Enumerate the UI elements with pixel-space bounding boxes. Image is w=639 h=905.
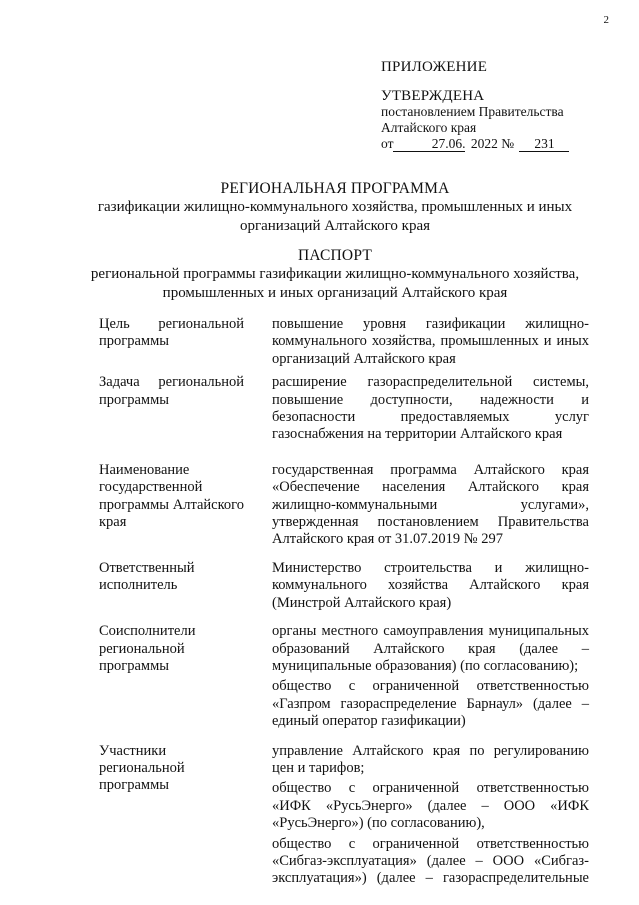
passport-title-heading: ПАСПОРТ <box>297 247 373 264</box>
passport-title <box>70 246 600 303</box>
passport-row-goal <box>99 316 589 368</box>
approval-year: 2022 № <box>470 136 515 151</box>
appendix-label: ПРИЛОЖЕНИЕ <box>381 59 488 75</box>
approval-line-1: постановлением Правительства <box>381 104 564 119</box>
approval-from-label: от <box>381 136 394 151</box>
passport-row-value <box>272 743 589 888</box>
program-title-line-2: организаций Алтайского края <box>239 218 431 234</box>
program-title-heading: РЕГИОНАЛЬНАЯ ПРОГРАММА <box>220 180 450 197</box>
passport-row-responsible <box>99 560 589 612</box>
passport-paragraph: общество с ограниченной ответственностью «Сибгаз-эксплуатация» (далее – ООО «Сибгаз-эксплуатация») (далее – газораспределительные <box>272 835 589 887</box>
page-number: 2 <box>603 14 609 26</box>
passport-title-line-2: промышленных и иных организаций Алтайского края <box>162 285 508 301</box>
passport-paragraph: общество с ограниченной ответственностью «ИФК «РусьЭнерго» (далее – ООО «ИФК «РусьЭнерго») (по согласованию), <box>272 780 589 832</box>
passport-paragraph: общество с ограниченной ответственностью «Газпром газораспределение Барнаул» (далее – единый оператор газификации) <box>272 678 589 730</box>
passport-paragraph: Министерство строительства и жилищно-коммунального хозяйства Алтайского края (Минстрой Алтайского края) <box>272 559 589 611</box>
passport-row-value <box>272 623 589 730</box>
program-title-line-1: газификации жилищно-коммунального хозяйства, промышленных и иных <box>97 199 573 215</box>
approval-block <box>381 88 626 152</box>
passport-row-participants <box>99 743 589 888</box>
passport-row-label: Соисполнители региональной программы <box>99 623 196 674</box>
approval-heading: УТВЕРЖДЕНА <box>381 88 485 104</box>
passport-row-state-program <box>99 462 589 549</box>
program-title <box>70 179 600 236</box>
passport-table <box>99 316 589 888</box>
passport-row-value <box>272 316 589 368</box>
passport-paragraph: повышение уровня газификации жилищно-коммунального хозяйства, промышленных и иных организаций Алтайского края <box>272 316 589 367</box>
approval-number: 231 <box>519 137 569 152</box>
passport-row-value <box>272 560 589 612</box>
passport-paragraph: государственная программа Алтайского края «Обеспечение населения Алтайского края жилищно-коммунальными услугами», утвержденная постановлением Правительства Алтайского края от 31.07.2019 № 297 <box>272 461 589 548</box>
passport-row-label: Цель региональной программы <box>99 316 244 350</box>
passport-paragraph: органы местного самоуправления муниципальных образований Алтайского края (далее – муниципальные образования) (по согласованию); <box>272 623 589 674</box>
passport-row-co-executors <box>99 623 589 730</box>
passport-row-label: Участники региональной программы <box>99 742 185 794</box>
approval-date-line <box>381 136 626 152</box>
passport-paragraph: управление Алтайского края по регулированию цен и тарифов; <box>272 742 589 776</box>
passport-paragraph: расширение газораспределительной системы, повышение доступности, надежности и безопасности предоставляемых услуг газоснабжения на территории Алтайского края <box>272 374 589 443</box>
approval-line-2: Алтайского края <box>381 120 477 135</box>
approval-date: 27.06. <box>393 137 465 152</box>
passport-row-label: Задача региональной программы <box>99 374 244 408</box>
passport-row-value <box>272 462 589 549</box>
passport-row-value <box>272 374 589 444</box>
passport-row-label: Наименование государственной программы Алтайского края <box>99 461 244 531</box>
passport-title-line-1: региональной программы газификации жилищно-коммунального хозяйства, <box>90 266 580 282</box>
passport-row-task <box>99 374 589 444</box>
passport-row-label: Ответственный исполнитель <box>99 559 195 594</box>
